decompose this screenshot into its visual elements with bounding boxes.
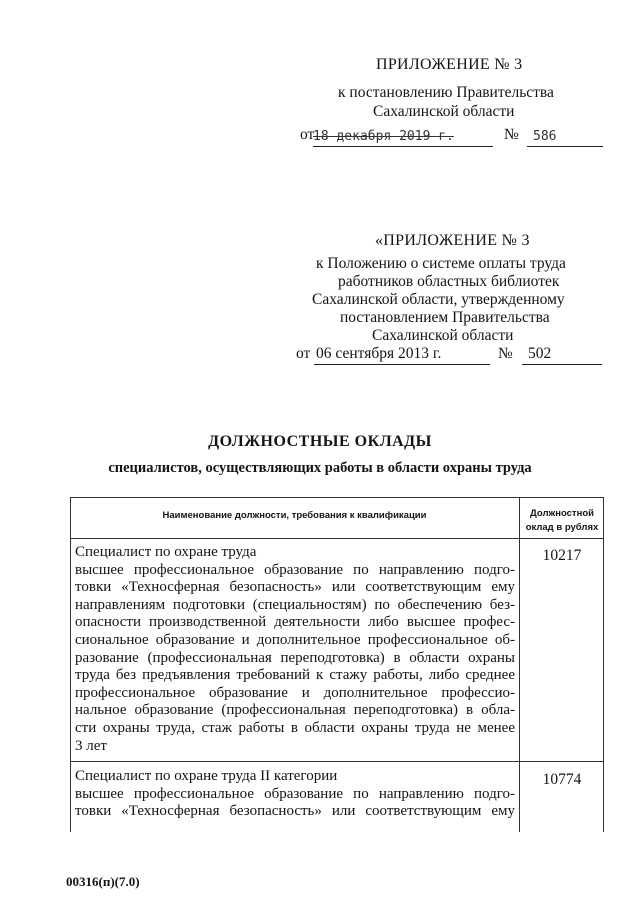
table-row — [75, 544, 515, 755]
column-header-salary-line: Должностной — [530, 508, 594, 519]
qualification-line: высшее профессиональное образование по направлению подго- — [75, 561, 515, 578]
document-code: 00316(п)(7.0) — [66, 874, 140, 889]
order-number-field — [527, 128, 603, 147]
table-row — [75, 768, 515, 821]
document-title: ДОЛЖНОСТНЫЕ ОКЛАДЫ — [208, 433, 432, 450]
qualification-line: 3 лет — [75, 737, 107, 754]
qualification-line: труда без предъявления требований к стажу работы, либо среднее — [75, 667, 515, 684]
appendix-line: Сахалинской области — [373, 103, 515, 120]
column-header-salary — [520, 507, 604, 535]
appendix-line: Сахалинской области, утвержденному — [312, 291, 565, 308]
column-header-salary-line: оклад в рублях — [525, 522, 599, 533]
qualification-line: разование (профессиональная переподготовка) в области охраны — [75, 649, 515, 666]
date-prefix: от — [300, 126, 315, 143]
qualification-line: сиональное образование и дополнительное профессиональное об- — [75, 631, 515, 648]
regulation-date: 06 сентября 2013 г. — [316, 345, 442, 362]
appendix-line: постановлением Правительства — [340, 309, 550, 326]
appendix-title: ПРИЛОЖЕНИЕ № 3 — [376, 56, 523, 73]
date-prefix: от — [296, 345, 311, 362]
qualification-line: направлениям подготовки (специальностям) по обеспечению без- — [75, 596, 515, 613]
qualification-line: высшее профессиональное образование по направлению подго- — [75, 785, 515, 802]
salary-table — [70, 497, 604, 832]
appendix-line: к Положению о системе оплаты труда — [316, 255, 566, 272]
regulation-number-field — [522, 346, 602, 365]
order-date-field — [313, 128, 493, 147]
qualification-line: товки «Техносферная безопасность» или соответствующим ему — [75, 803, 515, 820]
document-subtitle: специалистов, осуществляющих работы в области охраны труда — [108, 460, 532, 476]
position-name: Специалист по охране труда — [75, 544, 257, 560]
regulation-number: 502 — [528, 345, 552, 362]
qualification-line: товки «Техносферная безопасность» или соответствующим ему — [75, 579, 515, 596]
regulation-date-field — [314, 346, 490, 365]
number-sign: № — [498, 345, 513, 362]
appendix-line: работников областных библиотек — [338, 273, 560, 290]
appendix-title: «ПРИЛОЖЕНИЕ № 3 — [375, 232, 530, 249]
order-number: 586 — [533, 129, 557, 144]
appendix-line: Сахалинской области — [372, 327, 514, 344]
header-divider — [70, 538, 604, 539]
order-date: 18 декабря 2019 г. — [313, 129, 454, 144]
appendix-line: к постановлению Правительства — [338, 84, 554, 101]
column-header-position: Наименование должности, требования к квалификации — [162, 510, 427, 521]
row-divider — [70, 761, 604, 762]
qualification-line: сти охраны труда, стаж работы в области охраны труда не менее — [75, 719, 515, 736]
qualification-line: опасности производственной деятельности либо высшее профес- — [75, 614, 515, 631]
qualification-line: профессиональное образование и дополнительное профессио- — [75, 684, 515, 701]
position-name: Специалист по охране труда II категории — [75, 768, 338, 784]
salary-amount: 10217 — [542, 547, 582, 564]
qualification-line: нальное образование (профессиональная переподготовка) в обла- — [75, 702, 515, 719]
salary-amount: 10774 — [542, 771, 582, 788]
number-sign: № — [504, 126, 519, 143]
